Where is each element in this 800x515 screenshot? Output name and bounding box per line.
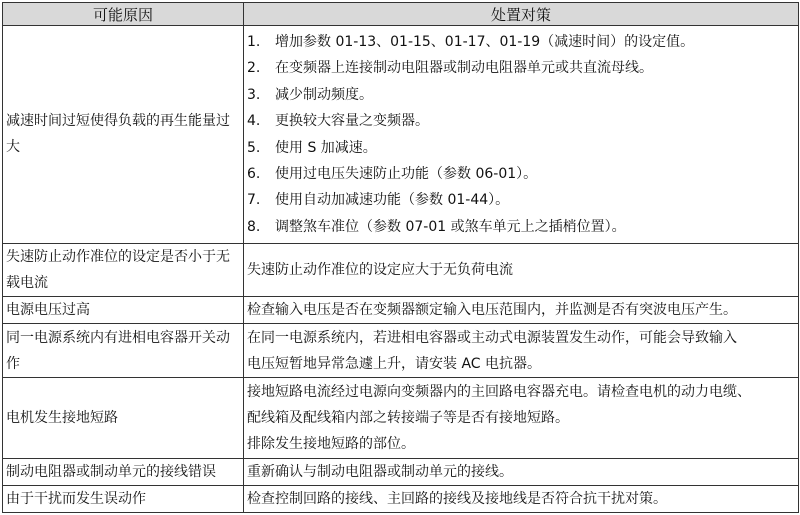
list-item: [247, 187, 795, 213]
step-list: [247, 29, 795, 240]
action-cell: [244, 377, 799, 458]
troubleshooting-table: [2, 2, 799, 513]
step-text: 调整煞车准位（参数 07-01 或煞车单元上之插梢位置）。: [275, 218, 626, 235]
action-cell: [244, 26, 799, 244]
action-line: 接地短路电流经过电源向变频器内的主回路电容器充电。请检查电机的动力电缆、: [247, 383, 751, 400]
cause-cell: 减速时间过短使得负载的再生能量过大: [3, 26, 244, 244]
step-number: 8.: [247, 218, 261, 235]
step-number: 4.: [247, 113, 261, 130]
cause-cell: 同一电源系统内有进相电容器开关动作: [3, 324, 244, 377]
list-item: [247, 134, 795, 160]
step-text: 使用过电压失速防止功能（参数 06-01）。: [275, 165, 538, 182]
step-number: 1.: [247, 34, 261, 51]
table-row: [3, 297, 799, 324]
step-number: 6.: [247, 165, 261, 182]
header-action: 处置对策: [244, 3, 799, 26]
action-cell: 失速防止动作准位的设定应大于无负荷电流: [244, 243, 799, 296]
table-header-row: [3, 3, 799, 26]
table-row: [3, 485, 799, 512]
cause-cell: 失速防止动作准位的设定是否小于无载电流: [3, 243, 244, 296]
action-cell: 重新确认与制动电阻器或制动单元的接线。: [244, 458, 799, 485]
list-item: [247, 29, 795, 55]
action-cell: [244, 324, 799, 377]
step-text: 在变频器上连接制动电阻器或制动电阻器单元或共直流母线。: [275, 60, 653, 77]
list-item: [247, 214, 795, 240]
cause-cell: 电源电压过高: [3, 297, 244, 324]
action-line: 排除发生接地短路的部位。: [247, 435, 415, 452]
header-cause: 可能原因: [3, 3, 244, 26]
step-number: 2.: [247, 60, 261, 77]
table-row: [3, 26, 799, 244]
action-cell: 检查输入电压是否在变频器额定输入电压范围内，并监测是否有突波电压产生。: [244, 297, 799, 324]
list-item: [247, 55, 795, 81]
step-text: 减少制动频度。: [275, 86, 373, 103]
table-row: [3, 458, 799, 485]
cause-cell: 由于干扰而发生误动作: [3, 485, 244, 512]
step-text: 增加参数 01-13、01-15、01-17、01-19（减速时间）的设定值。: [275, 34, 695, 51]
step-number: 7.: [247, 192, 261, 209]
step-number: 3.: [247, 86, 261, 103]
step-text: 使用 S 加减速。: [275, 139, 377, 156]
table-row: [3, 377, 799, 458]
step-text: 使用自动加减速功能（参数 01-44）。: [275, 192, 510, 209]
list-item: [247, 108, 795, 134]
action-cell: 检查控制回路的接线、主回路的接线及接地线是否符合抗干扰对策。: [244, 485, 799, 512]
list-item: [247, 161, 795, 187]
action-line: 电压短暂地异常急遽上升，请安装 AC 电抗器。: [247, 355, 542, 372]
step-text: 更换较大容量之变频器。: [275, 113, 429, 130]
list-item: [247, 82, 795, 108]
table-row: [3, 243, 799, 296]
step-number: 5.: [247, 139, 261, 156]
cause-cell: 电机发生接地短路: [3, 377, 244, 458]
action-line: 在同一电源系统内，若进相电容器或主动式电源装置发生动作，可能会导致输入: [247, 329, 737, 346]
cause-cell: 制动电阻器或制动单元的接线错误: [3, 458, 244, 485]
table-row: [3, 324, 799, 377]
action-line: 配线箱及配线箱内部之转接端子等是否有接地短路。: [247, 409, 569, 426]
